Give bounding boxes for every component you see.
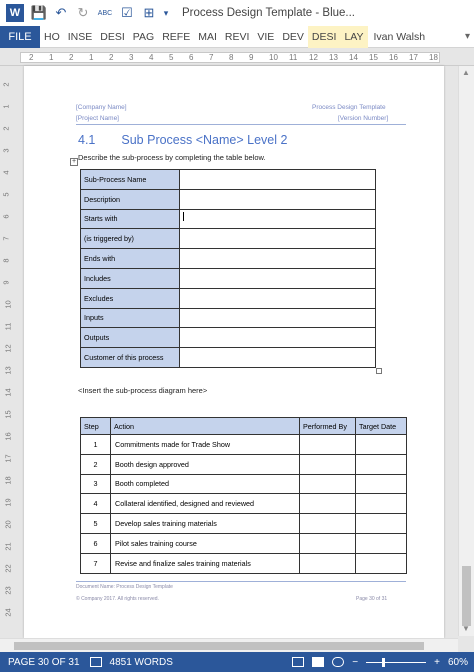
chevron-down-icon[interactable]: ▾ xyxy=(464,31,470,42)
subprocess-row-value[interactable] xyxy=(180,268,376,288)
action-performed-by[interactable] xyxy=(300,514,356,534)
ruler-strip xyxy=(20,52,440,63)
ruler-tick-label: 24 xyxy=(3,608,13,617)
ruler-tick-label: 3 xyxy=(129,53,134,62)
vertical-scroll-thumb[interactable] xyxy=(462,566,471,626)
ruler-tick-label: 10 xyxy=(269,53,278,62)
subprocess-row-label: Description xyxy=(81,189,180,209)
zoom-slider-thumb[interactable] xyxy=(382,658,385,667)
subprocess-row xyxy=(81,288,376,308)
tab-table-layout[interactable]: LAY xyxy=(340,26,367,48)
action-step: 2 xyxy=(81,454,111,474)
action-step: 1 xyxy=(81,435,111,455)
redo-icon[interactable]: ↻ xyxy=(77,5,89,20)
scroll-down-icon[interactable]: ▼ xyxy=(462,624,470,633)
ruler-tick-label: 6 xyxy=(189,53,194,62)
quick-access-toolbar xyxy=(28,0,172,26)
undo-icon[interactable]: ↶ xyxy=(55,5,67,20)
status-bar xyxy=(0,652,474,672)
action-text: Commitments made for Trade Show xyxy=(111,435,300,455)
col-performed-by: Performed By xyxy=(300,418,356,435)
header-company-name: [Company Name] xyxy=(76,104,127,111)
action-row xyxy=(81,533,407,553)
ruler-tick-label: 22 xyxy=(3,564,13,573)
subprocess-row xyxy=(81,170,376,190)
subprocess-table xyxy=(80,169,376,368)
table-move-handle-icon[interactable]: + xyxy=(71,158,77,165)
action-performed-by[interactable] xyxy=(300,533,356,553)
subprocess-row-value[interactable] xyxy=(180,209,376,229)
ruler-tick-label: 15 xyxy=(3,410,13,419)
ruler-tick-label: 19 xyxy=(3,498,13,507)
text-cursor xyxy=(183,212,184,221)
ruler-tick-label: 4 xyxy=(1,170,11,175)
ribbon-user-menu xyxy=(465,31,470,42)
header-template-name: Process Design Template xyxy=(312,104,386,111)
ruler-tick-label: 5 xyxy=(1,192,11,197)
subprocess-row-value[interactable] xyxy=(180,229,376,249)
action-target-date[interactable] xyxy=(356,553,407,573)
ruler-tick-label: 12 xyxy=(309,53,318,62)
subprocess-row xyxy=(81,328,376,348)
subprocess-row-value[interactable] xyxy=(180,189,376,209)
action-text: Collateral identified, designed and reviewed xyxy=(111,494,300,514)
page-count[interactable]: PAGE 30 OF 31 xyxy=(8,656,80,668)
ruler-tick-label: 1 xyxy=(49,53,54,62)
ruler-tick-label: 23 xyxy=(3,586,13,595)
read-mode-icon[interactable] xyxy=(292,657,304,667)
save-icon[interactable]: 💾 xyxy=(30,5,48,20)
ruler-tick-label: 2 xyxy=(29,53,34,62)
ruler-tick-label: 5 xyxy=(169,53,174,62)
heading-text: Sub Process <Name> Level 2 xyxy=(121,133,288,147)
action-table xyxy=(80,417,407,574)
ruler-tick-label: 2 xyxy=(1,82,11,87)
ruler-tick-label: 18 xyxy=(429,53,438,62)
col-target-date: Target Date xyxy=(356,418,407,435)
action-text: Booth completed xyxy=(111,474,300,494)
spelling-icon[interactable]: ABC xyxy=(97,9,113,17)
ruler-tick-label: 7 xyxy=(1,236,11,241)
tab-insert[interactable]: INSE xyxy=(67,30,93,43)
ruler-tick-label: 9 xyxy=(249,53,254,62)
subprocess-row xyxy=(81,308,376,328)
subprocess-row-value[interactable] xyxy=(180,288,376,308)
ruler-tick-label: 11 xyxy=(289,53,298,62)
horizontal-scroll-thumb[interactable] xyxy=(14,642,424,650)
action-table-header xyxy=(81,418,407,435)
ruler-tick-label: 8 xyxy=(229,53,234,62)
action-row xyxy=(81,494,407,514)
subprocess-row-label: (is triggered by) xyxy=(81,229,180,249)
tab-review[interactable]: REVI xyxy=(224,30,250,43)
action-performed-by[interactable] xyxy=(300,494,356,514)
word-count[interactable]: 4851 WORDS xyxy=(109,656,173,668)
col-step: Step xyxy=(81,418,111,435)
ruler-tick-label: 2 xyxy=(109,53,114,62)
scroll-up-icon[interactable]: ▲ xyxy=(462,68,470,77)
tab-table-design[interactable]: DESI xyxy=(308,26,341,48)
action-target-date[interactable] xyxy=(356,533,407,553)
section-heading xyxy=(78,133,287,147)
ruler-tick-label: 15 xyxy=(369,53,378,62)
footer-page-number: Page 30 of 31 xyxy=(356,596,388,602)
header-version-number: [Version Number] xyxy=(338,115,389,122)
header-divider xyxy=(76,124,406,125)
ruler-tick-label: 12 xyxy=(3,344,13,353)
action-row xyxy=(81,553,407,573)
checkbox-icon[interactable]: ☑ xyxy=(121,5,133,20)
ruler-tick-label: 14 xyxy=(349,53,358,62)
ruler-tick-label: 2 xyxy=(1,126,11,131)
footer-copyright: © Company 2017. All rights reserved. xyxy=(76,596,159,602)
action-performed-by[interactable] xyxy=(300,435,356,455)
zoom-slider[interactable] xyxy=(366,662,426,663)
tab-view[interactable]: VIE xyxy=(257,30,275,43)
subprocess-row-value[interactable] xyxy=(180,249,376,269)
subprocess-row-label: Excludes xyxy=(81,288,180,308)
tab-mailings[interactable]: MAI xyxy=(198,30,217,43)
action-row xyxy=(81,514,407,534)
footer-document-name: Document Name: Process Design Template xyxy=(76,584,173,590)
ruler-tick-label: 17 xyxy=(3,454,13,463)
action-step: 7 xyxy=(81,553,111,573)
subprocess-row xyxy=(81,348,376,368)
ruler-tick-label: 2 xyxy=(69,53,74,62)
action-performed-by[interactable] xyxy=(300,553,356,573)
zoom-out-icon[interactable]: − xyxy=(352,656,359,668)
subprocess-row xyxy=(81,249,376,269)
tab-references[interactable]: REFE xyxy=(162,30,191,43)
ruler-tick-label: 13 xyxy=(3,366,13,375)
action-target-date[interactable] xyxy=(356,454,407,474)
user-name[interactable]: Ivan Walsh xyxy=(373,30,426,43)
ruler-tick-label: 13 xyxy=(329,53,338,62)
ruler-tick-label: 18 xyxy=(3,476,13,485)
ruler-tick-label: 10 xyxy=(3,300,13,309)
subprocess-row-label: Includes xyxy=(81,268,180,288)
action-step: 4 xyxy=(81,494,111,514)
ruler-tick-label: 7 xyxy=(209,53,214,62)
zoom-level[interactable]: 60% xyxy=(447,656,468,668)
action-row xyxy=(81,454,407,474)
ruler-tick-label: 21 xyxy=(3,542,13,551)
vertical-scrollbar[interactable] xyxy=(458,66,474,636)
action-text: Revise and finalize sales training materials xyxy=(111,553,300,573)
ruler-tick-label: 1 xyxy=(89,53,94,62)
tab-home[interactable]: HO xyxy=(44,30,60,43)
vertical-ruler[interactable] xyxy=(0,66,18,634)
intro-text: Describe the sub-process by completing the table below. xyxy=(78,153,266,162)
insert-diagram-note: <Insert the sub-process diagram here> xyxy=(78,386,208,395)
action-row xyxy=(81,474,407,494)
subprocess-row-label: Starts with xyxy=(81,209,180,229)
subprocess-row-label: Sub-Process Name xyxy=(81,170,180,190)
col-action: Action xyxy=(111,418,300,435)
ruler-tick-label: 6 xyxy=(1,214,11,219)
subprocess-row-value[interactable] xyxy=(180,170,376,190)
subprocess-row-value[interactable] xyxy=(180,328,376,348)
word-logo-icon[interactable]: W xyxy=(6,4,24,22)
action-target-date[interactable] xyxy=(356,514,407,534)
ruler-tick-label: 16 xyxy=(389,53,398,62)
subprocess-row xyxy=(81,189,376,209)
action-target-date[interactable] xyxy=(356,494,407,514)
action-step: 3 xyxy=(81,474,111,494)
subprocess-row-label: Customer of this process xyxy=(81,348,180,368)
subprocess-row-label: Ends with xyxy=(81,249,180,269)
heading-number: 4.1 xyxy=(78,133,96,147)
ruler-tick-label: 1 xyxy=(1,104,11,109)
ruler-tick-label: 9 xyxy=(1,280,11,285)
ruler-tick-label: 20 xyxy=(3,520,13,529)
insert-icon[interactable]: ⊞ xyxy=(143,5,155,20)
ruler-tick-label: 3 xyxy=(1,148,11,153)
action-step: 6 xyxy=(81,533,111,553)
ruler-tick-label: 17 xyxy=(409,53,418,62)
horizontal-ruler[interactable] xyxy=(0,48,474,66)
ruler-tick-label: 11 xyxy=(3,322,13,331)
table-resize-handle[interactable] xyxy=(376,368,382,374)
action-target-date[interactable] xyxy=(356,474,407,494)
header-project-name: [Project Name] xyxy=(76,115,119,122)
ruler-tick-label: 16 xyxy=(3,432,13,441)
ruler-tick-label: 4 xyxy=(149,53,154,62)
subprocess-row xyxy=(81,268,376,288)
subprocess-row-value[interactable] xyxy=(180,308,376,328)
tab-page-layout[interactable]: PAG xyxy=(132,30,155,43)
document-page[interactable] xyxy=(24,66,444,638)
tab-developer[interactable]: DEV xyxy=(282,30,304,43)
action-step: 5 xyxy=(81,514,111,534)
print-layout-icon[interactable] xyxy=(312,657,324,667)
ribbon-tabs xyxy=(0,26,474,48)
action-text: Pilot sales training course xyxy=(111,533,300,553)
action-target-date[interactable] xyxy=(356,435,407,455)
document-title: Process Design Template - Blue... xyxy=(182,7,356,19)
horizontal-scrollbar[interactable] xyxy=(0,638,458,652)
ruler-tick-label: 8 xyxy=(1,258,11,263)
action-text: Booth design approved xyxy=(111,454,300,474)
subprocess-row-value[interactable] xyxy=(180,348,376,368)
zoom-in-icon[interactable]: + xyxy=(434,656,440,668)
tab-design[interactable]: DESI xyxy=(100,30,125,43)
subprocess-row-label: Outputs xyxy=(81,328,180,348)
action-text: Develop sales training materials xyxy=(111,514,300,534)
action-performed-by[interactable] xyxy=(300,474,356,494)
proofing-icon[interactable] xyxy=(90,657,102,667)
tab-file[interactable]: FILE xyxy=(0,26,40,48)
subprocess-row xyxy=(81,229,376,249)
subprocess-row xyxy=(81,209,376,229)
ruler-tick-label: 14 xyxy=(3,388,13,397)
more-icon[interactable]: ▾ xyxy=(163,7,169,18)
title-bar xyxy=(0,0,474,26)
footer-divider xyxy=(76,581,406,582)
subprocess-row-label: Inputs xyxy=(81,308,180,328)
action-performed-by[interactable] xyxy=(300,454,356,474)
action-row xyxy=(81,435,407,455)
web-layout-icon[interactable] xyxy=(332,657,344,667)
